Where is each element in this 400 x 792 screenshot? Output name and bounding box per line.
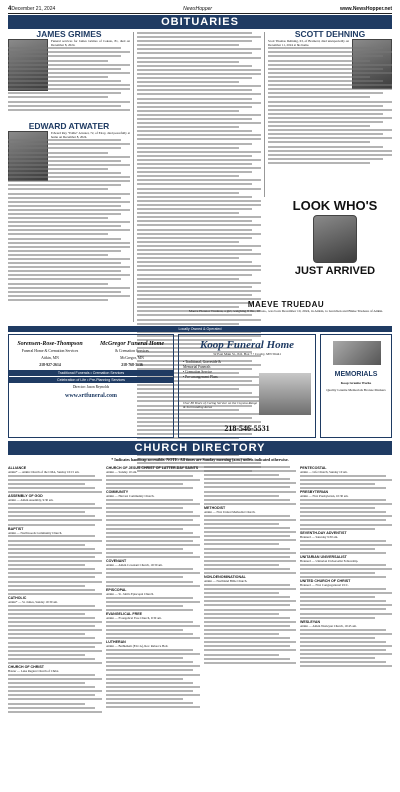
funeral-home-phone: 218-927-2614: [39, 362, 61, 367]
church-heading: COMMUNITY: [106, 490, 129, 495]
church-entry: Aitkin — Aitkin Covenant Church, 10:30 am.: [106, 563, 163, 568]
obituary-scott: [268, 29, 392, 197]
church-entry: Aitkin — Aitkin Assembly, 9:30 am.: [8, 498, 54, 503]
church-entry: Aitkin — Northland Bible Church.: [204, 579, 248, 584]
church-entry: Brainerd — First Congregational UCC.: [300, 583, 349, 588]
church-entry: Baxter — Lake Region Church of Christ.: [8, 669, 60, 673]
church-heading: CATHOLIC: [8, 595, 27, 600]
services-band: Traditional Funerals • Cremation Services: [9, 370, 173, 376]
obituary-name: EDWARD ATWATER: [28, 121, 110, 131]
church-heading: NON-DENOMINATIONAL: [204, 575, 246, 580]
church-heading: UNITARIAN UNIVERSALIST: [300, 554, 347, 559]
director-line: Director: Jason Reynolds: [72, 385, 110, 390]
church-column-2: [106, 466, 200, 786]
funeral-home-city: Aitkin, MN: [41, 355, 59, 360]
obituary-name: SCOTT DEHNING: [294, 29, 366, 39]
funeral-home-url[interactable]: www.srtfuneral.com: [65, 392, 117, 399]
obituary-name: JAMES GRIMES: [36, 29, 102, 39]
headstone-image: [333, 341, 381, 365]
koop-service-item: Memorial Funerals: [183, 365, 211, 369]
church-entry: Aitkin — St. John's Episcopal Church.: [106, 591, 154, 596]
church-heading: PRESBYTERIAN: [300, 490, 329, 495]
koop-phone: 218-546-5531: [224, 424, 270, 433]
memorials-subtitle: Koop Granite Works: [340, 381, 372, 385]
church-heading: COVENANT: [106, 559, 127, 564]
church-column-4: [300, 466, 392, 786]
church-entry: Aitkin — First Presbyterian, 10:30 am.: [300, 494, 349, 499]
memorials-text: Quality Granite Memorials Bronze Markers: [326, 388, 386, 393]
look-who-heading: LOOK WHO'S: [292, 198, 378, 213]
church-entry: Aitkin — Bethlehem (ELCA), Rev. Rebecca Holt.: [106, 644, 169, 649]
church-heading: CHURCH OF CHRIST: [8, 665, 44, 670]
funeral-home-subtitle: & Cremation Services: [115, 349, 149, 353]
church-entry: Aitkin — Evangelical Free Church, 9:30 am.: [106, 615, 162, 620]
church-heading: METHODIST: [204, 505, 226, 510]
birth-details: Maeve Eleanor Trudeau, a girl, weighing 8 lbs., 10 ozs., was born December 10, 2024, in Aitkin, to Gretchen and Blake Trudeau of Aitkin.: [188, 309, 384, 313]
funeral-home-subtitle: Funeral Home & Cremation Services: [21, 349, 79, 353]
church-heading: PENTECOSTAL: [300, 466, 327, 470]
memorials-title: MEMORIALS: [334, 371, 378, 378]
church-column-3: [204, 466, 296, 786]
funeral-home-name: Sorensen-Rose-Thompson: [17, 341, 83, 347]
funeral-home-city: McGregor, MN: [120, 355, 144, 360]
column-divider: [264, 32, 265, 197]
baby-name: MAEVE TRUEDAU: [247, 300, 325, 309]
header-rule: [8, 13, 392, 14]
church-entry: Brainerd — Saturday 9:30 am.: [300, 534, 339, 539]
obituary-james: [8, 29, 130, 122]
obituary-continued: [137, 32, 261, 322]
obituary-edward: [8, 121, 130, 322]
just-arrived-heading: JUST ARRIVED: [294, 265, 376, 277]
page-number: 4: [8, 5, 12, 12]
church-directory-banner: CHURCH DIRECTORY: [8, 441, 392, 455]
services-band: Celebration of Life • Pre-Planning Services: [9, 377, 173, 383]
birth-announcement-graphic: [280, 198, 390, 290]
church-heading: UNITED CHURCH OF CHRIST: [300, 579, 351, 584]
funeral-home-ad[interactable]: [8, 334, 174, 438]
paper-name: NewsHopper: [183, 5, 213, 12]
church-heading: WESLEYAN: [300, 619, 321, 624]
memorials-ad[interactable]: [320, 334, 392, 438]
church-heading: SEVENTH-DAY ADVENTIST: [300, 530, 347, 535]
church-heading: ALLIANCE: [8, 466, 27, 470]
church-heading: CHURCH OF JESUS CHRIST OF LATTER-DAY SAINTS: [106, 466, 199, 470]
church-entry: Aitkin — First United Methodist Church.: [204, 509, 256, 514]
koop-service-item: • Traditional, Graveside &: [183, 360, 221, 364]
church-entry: Aitkin* — St. James, Sunday 10:30 am.: [8, 599, 58, 604]
koop-logo: Koop Funeral Home: [199, 339, 295, 351]
church-entry: Aitkin — Aitkin Wesleyan Church, 10:45 am.: [300, 623, 357, 628]
koop-building-photo: [259, 373, 311, 415]
obituary-intro: Funeral services for James Grimes of Cokato, 81, died on December 8, 2024.: [51, 39, 130, 48]
koop-services-list: [183, 360, 257, 380]
church-entry: Brainerd — Unitarian Universalist Fellowship.: [300, 558, 359, 563]
koop-funeral-ad[interactable]: [178, 334, 316, 438]
obituaries-banner: OBITUARIES: [8, 15, 392, 29]
funeral-home-phone: 218-768-3136: [121, 362, 143, 367]
website[interactable]: www.NewsHopper.net: [339, 5, 392, 12]
issue-date: December 21, 2024: [11, 5, 56, 12]
church-entry: Aitkin — Life Church, Sunday 10 am.: [300, 469, 348, 474]
koop-service-item: • Cremation Service: [183, 370, 213, 374]
church-heading: EVANGELICAL FREE: [106, 611, 143, 616]
church-entry: Aitkin* — Aitkin Church of the CMA, Sunday 10:15 am.: [8, 469, 80, 474]
church-heading: ASSEMBLY OF GOD: [8, 494, 43, 499]
obituary-intro: Scott Thomas Dehning, 63, of Brainerd, died unexpectedly on December 11, 2024 at his home.: [268, 39, 349, 48]
birth-announcement: [182, 300, 390, 322]
baby-photo: [313, 215, 357, 263]
koop-address: 32 East Main St., P.O. Box 7 • Crosby, MN 56441: [213, 352, 281, 356]
koop-service-item: • Pre-arrangement Plans: [183, 375, 218, 379]
column-divider: [133, 32, 134, 322]
church-directory-note: * Indicates handicap accessible. NOTE: All times are Sunday morning (a.m.) unless indicated otherwise.: [111, 457, 289, 462]
church-heading: LUTHERAN: [106, 640, 126, 645]
church-heading: EPISCOPAL: [106, 587, 127, 592]
church-entry: Aitkin — Harvest Community Church.: [106, 494, 155, 499]
funeral-home-name: McGregor Funeral Home: [99, 341, 164, 347]
church-entry: Aitkin — Sunday 10 am.: [106, 469, 138, 474]
church-entry: Aitkin — Northwoods Community Church.: [8, 530, 63, 535]
church-column-1: [8, 466, 102, 786]
masthead: [8, 4, 392, 13]
church-heading: BAPTIST: [8, 526, 24, 531]
obituary-intro: Edward Ray "Eddie" Atwater, 72, of Elroy, died peacefully at home on December 8, 2024.: [51, 131, 130, 140]
koop-blurb: Over 80 Years of Caring Service on the Cuyuna Range & Surrounding Areas: [183, 401, 258, 410]
funeral-directors-bar: Locally Owned & Operated: [8, 326, 392, 332]
